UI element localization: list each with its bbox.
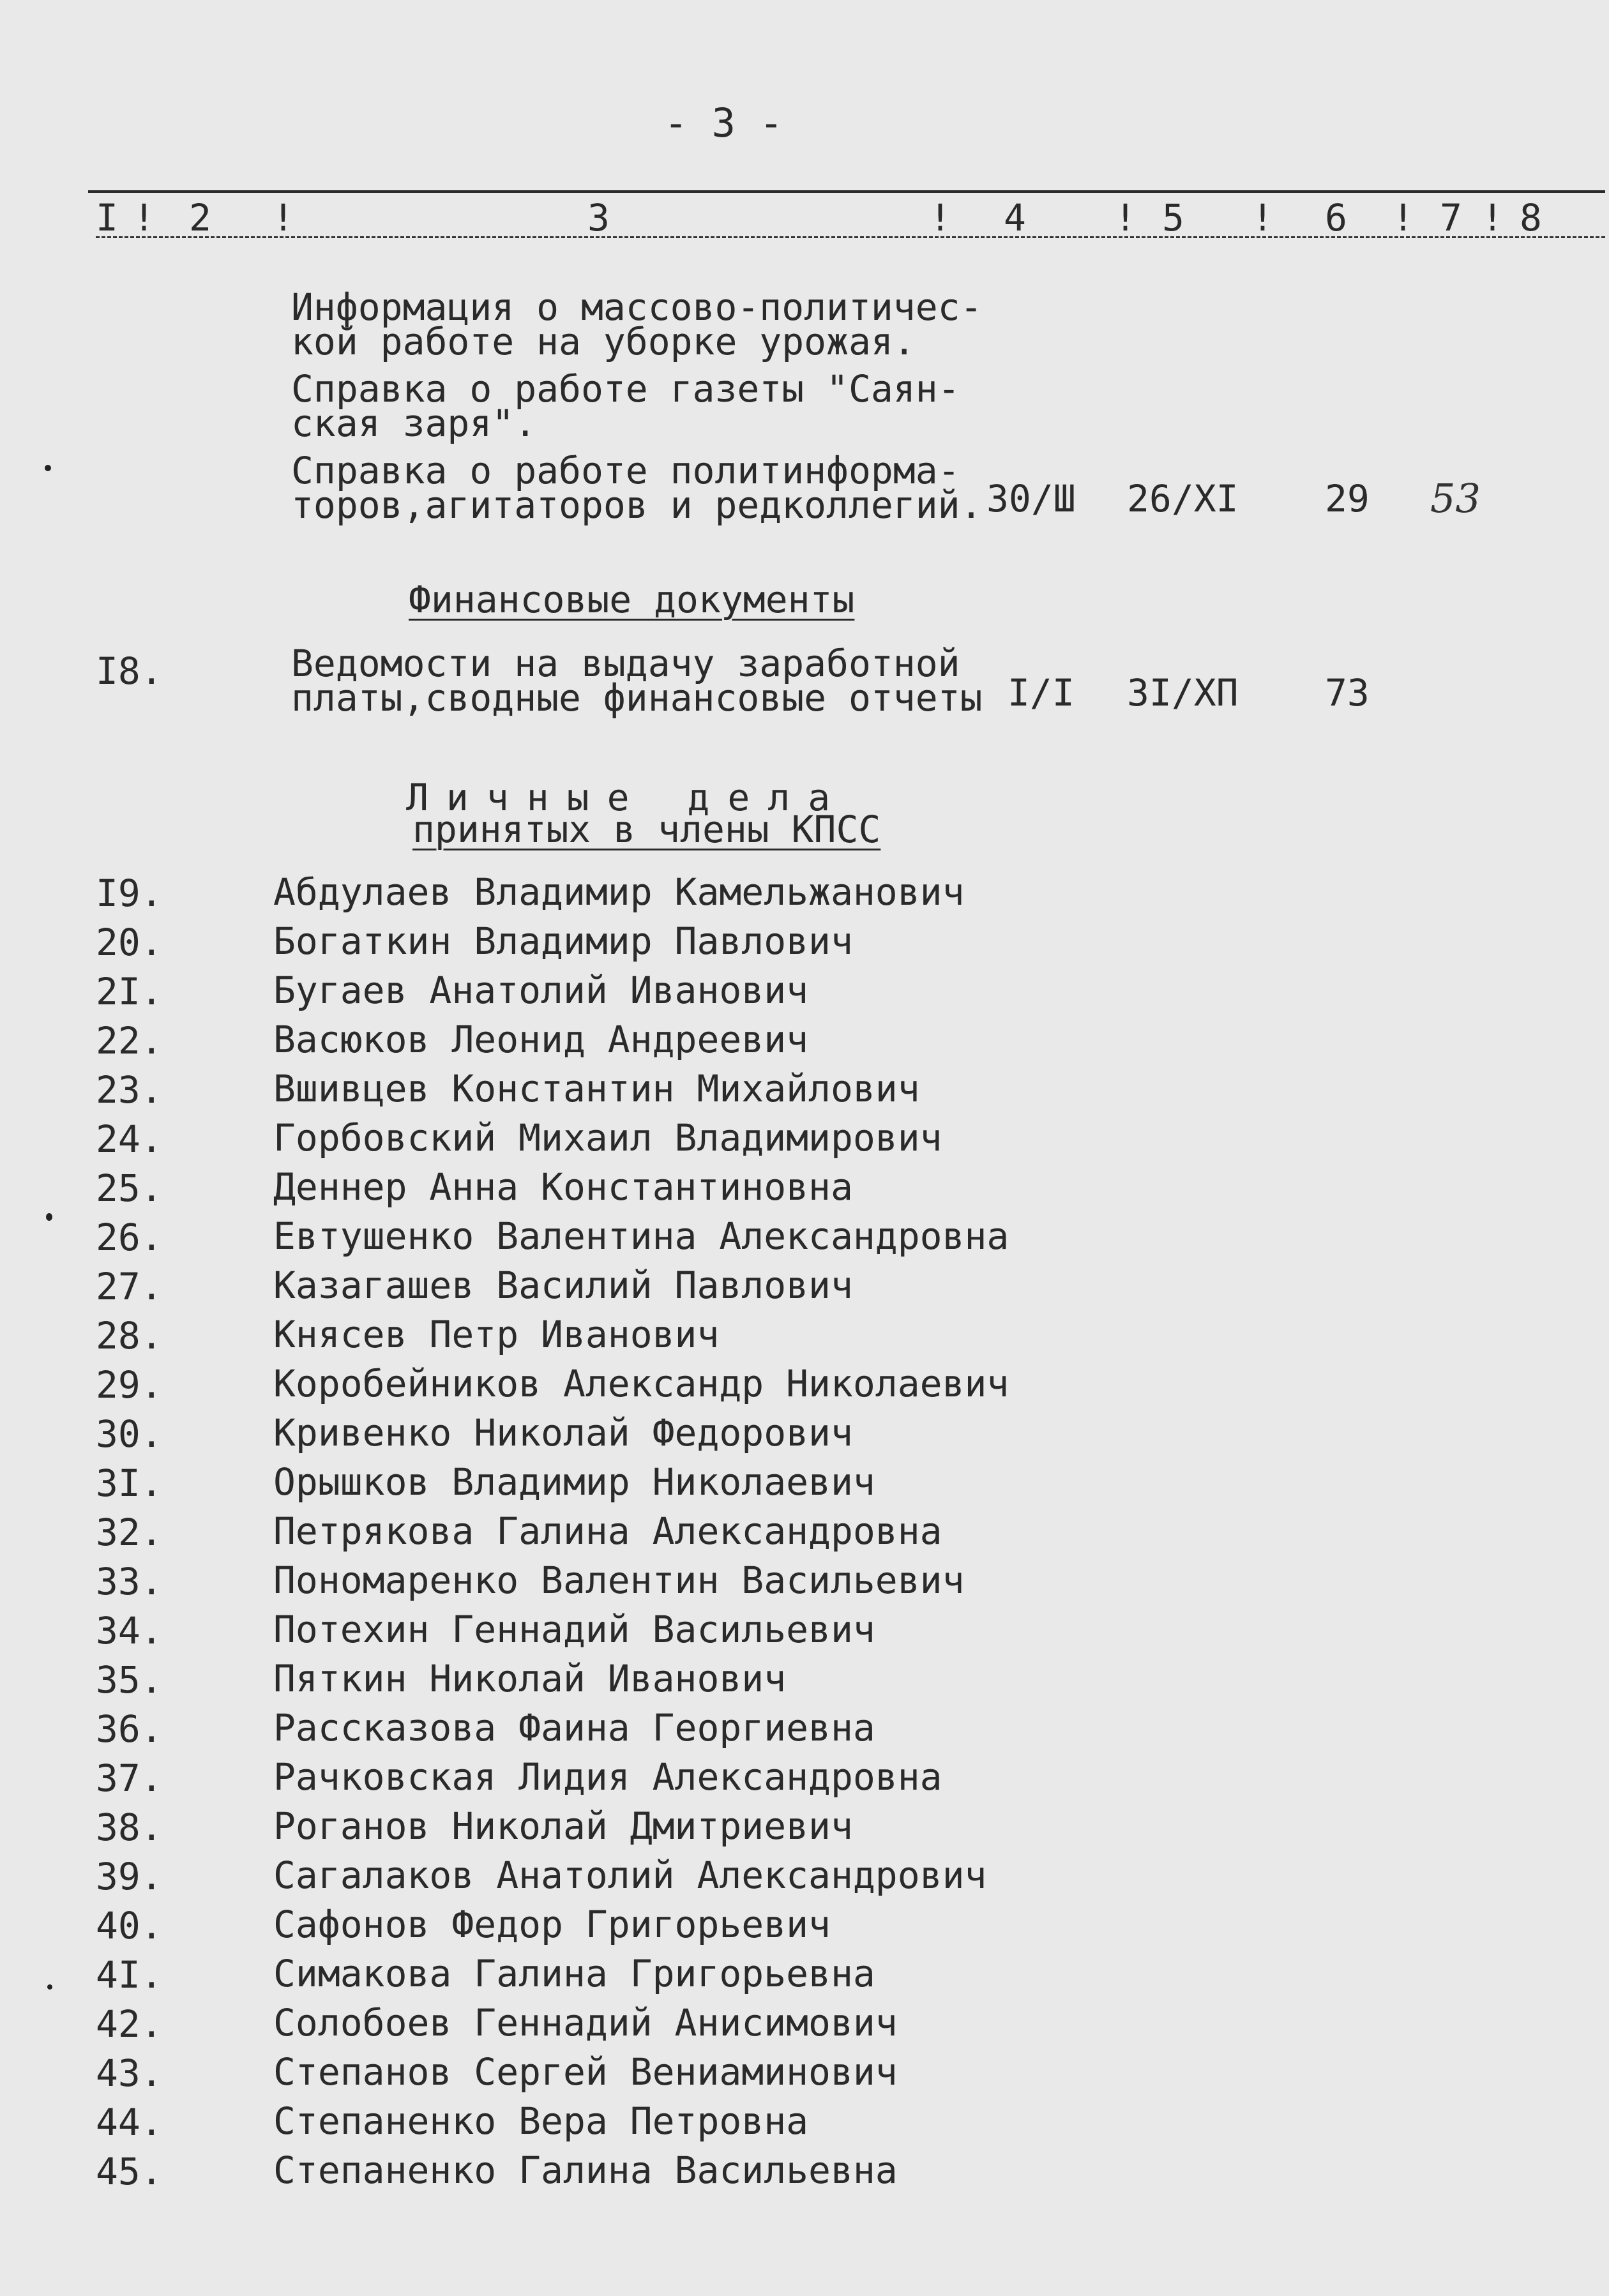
list-item-number: 38.	[96, 1806, 163, 1849]
list-item-name: Рачковская Лидия Александровна	[273, 1755, 942, 1799]
info-col6-value: 29	[1325, 477, 1370, 520]
column-header-6: 6	[1325, 196, 1347, 239]
table-header-top-rule	[88, 190, 1605, 193]
column-header-1: I	[96, 196, 118, 239]
list-item-name: Роганов Николай Дмитриевич	[273, 1804, 853, 1848]
list-item-number: 23.	[96, 1068, 163, 1112]
list-item-name: Рассказова Фаина Георгиевна	[273, 1706, 875, 1749]
info-col4-value: 30/Ш	[986, 477, 1076, 520]
list-item-name: Сафонов Федор Григорьевич	[273, 1903, 831, 1946]
list-item-number: 20.	[96, 921, 163, 964]
info-line: ская заря".	[291, 402, 537, 445]
list-item-number: 43.	[96, 2051, 163, 2095]
list-item-number: 25.	[96, 1167, 163, 1210]
list-item-name: Симакова Галина Григорьевна	[273, 1952, 875, 1995]
list-item-number: 4I.	[96, 1953, 163, 1997]
list-item-name: Деннер Анна Константиновна	[273, 1165, 853, 1209]
list-item-number: 37.	[96, 1756, 163, 1800]
column-header-8: 8	[1520, 196, 1542, 239]
list-item-name: Сагалаков Анатолий Александрович	[273, 1854, 987, 1897]
list-item-number: 22.	[96, 1019, 163, 1062]
list-item-name: Вшивцев Константин Михайлович	[273, 1067, 920, 1110]
list-item-number: 34.	[96, 1609, 163, 1652]
column-separator: !	[133, 196, 155, 239]
column-separator: !	[1251, 196, 1274, 239]
list-item-name: Богаткин Владимир Павлович	[273, 919, 853, 963]
entry-col6-value: 73	[1325, 671, 1370, 714]
list-item-name: Солобоев Геннадий Анисимович	[273, 2001, 898, 2044]
list-item-number: 45.	[96, 2150, 163, 2193]
entry-col5-value: 3I/XП	[1127, 671, 1239, 714]
column-header-4: 4	[1004, 196, 1026, 239]
info-col7-handwritten-value: 53	[1430, 475, 1481, 522]
list-item-number: 29.	[96, 1363, 163, 1407]
list-item-name: Пяткин Николай Иванович	[273, 1657, 787, 1700]
column-separator: !	[1392, 196, 1414, 239]
list-item-number: 24.	[96, 1117, 163, 1161]
personal-files-heading: Личные дела	[406, 776, 849, 819]
list-item-number: 26.	[96, 1216, 163, 1259]
info-line: Информация о массово-политичес-	[291, 285, 983, 329]
list-item-name: Васюков Леонид Андреевич	[273, 1018, 809, 1061]
entry-line: платы,сводные финансовые отчеты	[291, 676, 983, 720]
list-item-name: Евтушенко Валентина Александровна	[273, 1214, 1009, 1258]
page-number: - 3 -	[664, 100, 783, 146]
column-header-2: 2	[189, 196, 211, 239]
list-item-name: Кривенко Николай Федорович	[273, 1411, 853, 1454]
list-item-name: Коробейников Александр Николаевич	[273, 1362, 1009, 1405]
list-item-number: 39.	[96, 1855, 163, 1898]
entry-number: I8.	[96, 649, 163, 693]
info-col5-value: 26/XI	[1127, 477, 1239, 520]
list-item-name: Горбовский Михаил Владимирович	[273, 1116, 942, 1159]
list-item-name: Петрякова Галина Александровна	[273, 1509, 942, 1553]
list-item-number: 2I.	[96, 970, 163, 1013]
list-item-name: Абдулаев Владимир Камельжанович	[273, 870, 965, 914]
list-item-name: Казагашев Василий Павлович	[273, 1264, 853, 1307]
column-header-5: 5	[1162, 196, 1184, 239]
list-item-number: 35.	[96, 1658, 163, 1702]
scan-speck	[47, 1984, 52, 1990]
list-item-number: I9.	[96, 872, 163, 915]
personal-files-subheading: принятых в члены КПСС	[412, 808, 881, 851]
list-item-number: 3I.	[96, 1461, 163, 1505]
scan-speck	[45, 465, 51, 471]
list-item-number: 44.	[96, 2101, 163, 2144]
finance-heading: Финансовые документы	[409, 578, 855, 621]
list-item-name: Степаненко Вера Петровна	[273, 2099, 809, 2143]
info-line: кой работе на уборке урожая.	[291, 320, 916, 363]
table-header-bottom-rule	[96, 236, 1605, 238]
list-item-name: Орышков Владимир Николаевич	[273, 1460, 875, 1504]
column-separator: !	[929, 196, 951, 239]
column-separator: !	[1481, 196, 1504, 239]
list-item-number: 33.	[96, 1560, 163, 1603]
list-item-number: 32.	[96, 1511, 163, 1554]
scan-speck	[46, 1213, 52, 1221]
list-item-name: Пономаренко Валентин Васильевич	[273, 1559, 965, 1602]
list-item-name: Степаненко Галина Васильевна	[273, 2149, 898, 2192]
info-line: торов,агитаторов и редколлегий.	[291, 483, 983, 527]
info-line: Справка о работе газеты "Саян-	[291, 367, 960, 411]
list-item-name: Княсев Петр Иванович	[273, 1313, 720, 1356]
list-item-number: 40.	[96, 1904, 163, 1947]
list-item-name: Степанов Сергей Вениаминович	[273, 2050, 898, 2094]
list-item-name: Потехин Геннадий Васильевич	[273, 1608, 875, 1651]
list-item-number: 36.	[96, 1707, 163, 1751]
column-header-7: 7	[1440, 196, 1462, 239]
entry-col4-value: I/I	[1008, 671, 1075, 714]
column-header-3: 3	[587, 196, 610, 239]
column-separator: !	[272, 196, 294, 239]
list-item-number: 28.	[96, 1314, 163, 1357]
info-line: Справка о работе политинформа-	[291, 449, 960, 492]
list-item-number: 27.	[96, 1265, 163, 1308]
list-item-number: 30.	[96, 1412, 163, 1456]
list-item-number: 42.	[96, 2002, 163, 2046]
column-separator: !	[1114, 196, 1137, 239]
entry-line: Ведомости на выдачу заработной	[291, 642, 960, 685]
list-item-name: Бугаев Анатолий Иванович	[273, 969, 809, 1012]
